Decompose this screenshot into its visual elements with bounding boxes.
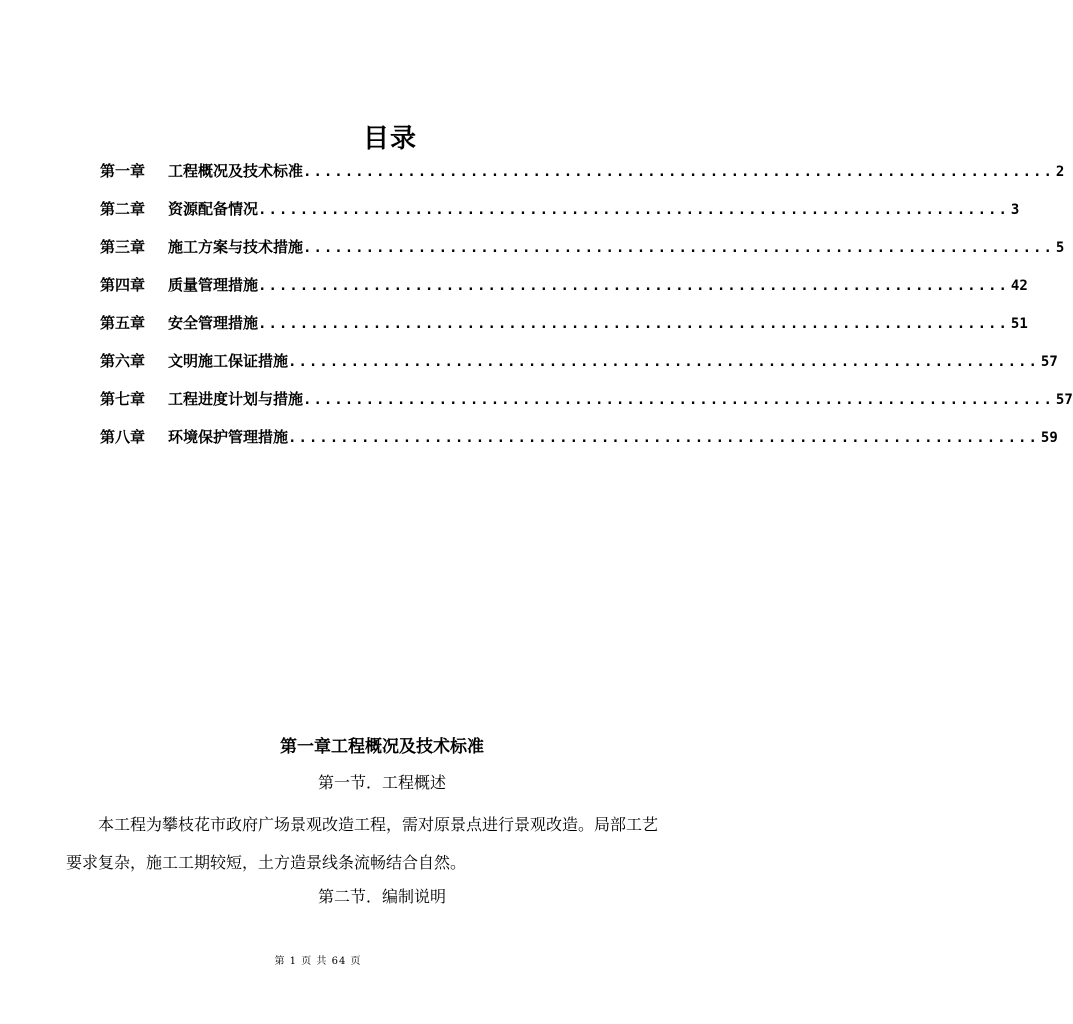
toc-dot-leader: ........................................................................ (288, 354, 1039, 370)
toc-entry-1[interactable] (100, 160, 1065, 198)
toc-dot-leader: ........................................................................ (303, 240, 1054, 256)
toc-chapter-number: 第一章 (100, 162, 146, 180)
toc-page-number: 3 (1010, 202, 1020, 218)
toc-chapter-title: 质量管理措施 (168, 276, 259, 294)
toc-dot-leader: ........................................................................ (303, 392, 1054, 408)
toc-entry-3[interactable] (100, 236, 1065, 274)
toc-entry-5[interactable] (100, 312, 1028, 350)
toc-entry-7[interactable] (100, 388, 1073, 426)
toc-page-number: 2 (1055, 164, 1065, 180)
toc-chapter-title: 文明施工保证措施 (168, 352, 289, 370)
table-of-contents (100, 160, 1073, 464)
page-footer: 第 1 页 共 64 页 (274, 956, 362, 967)
toc-page-number: 5 (1055, 240, 1065, 256)
toc-dot-leader: ........................................................................ (288, 430, 1039, 446)
toc-entry-8[interactable] (100, 426, 1058, 464)
toc-chapter-number: 第六章 (100, 352, 146, 370)
toc-page-number: 59 (1040, 430, 1058, 446)
overview-paragraph: 本工程为攀枝花市政府广场景观改造工程，需对原景点进行景观改造。局部工艺 要求复杂，施工工期较短，土方造景线条流畅结合自然。 (66, 815, 659, 872)
section-heading-overview: 第一节．工程概述 (317, 773, 446, 792)
toc-chapter-number: 第四章 (100, 276, 146, 294)
toc-entry-6[interactable] (100, 350, 1058, 388)
toc-chapter-title: 工程概况及技术标准 (168, 162, 304, 180)
toc-title: 目录 (362, 124, 417, 154)
toc-chapter-number: 第七章 (100, 390, 146, 408)
chapter-heading: 第一章工程概况及技术标准 (280, 737, 484, 757)
toc-page-number: 42 (1010, 278, 1028, 294)
toc-chapter-title: 安全管理措施 (168, 314, 259, 332)
toc-entry-4[interactable] (100, 274, 1028, 312)
toc-dot-leader: ........................................................................ (303, 164, 1054, 180)
toc-chapter-number: 第三章 (100, 238, 146, 256)
toc-chapter-title: 施工方案与技术措施 (168, 238, 304, 256)
toc-page-number: 57 (1040, 354, 1058, 370)
toc-chapter-number: 第八章 (100, 428, 146, 446)
section-heading-compilation: 第二节．编制说明 (317, 887, 446, 906)
toc-dot-leader: ........................................................................ (258, 316, 1009, 332)
toc-entry-2[interactable] (100, 198, 1020, 236)
toc-page-number: 57 (1055, 392, 1073, 408)
toc-chapter-number: 第二章 (100, 200, 146, 218)
toc-chapter-title: 资源配备情况 (168, 200, 259, 218)
toc-dot-leader: ........................................................................ (258, 202, 1009, 218)
toc-chapter-title: 工程进度计划与措施 (168, 390, 304, 408)
toc-chapter-number: 第五章 (100, 314, 146, 332)
toc-page-number: 51 (1010, 316, 1028, 332)
toc-chapter-title: 环境保护管理措施 (168, 428, 289, 446)
toc-dot-leader: ........................................................................ (258, 278, 1009, 294)
